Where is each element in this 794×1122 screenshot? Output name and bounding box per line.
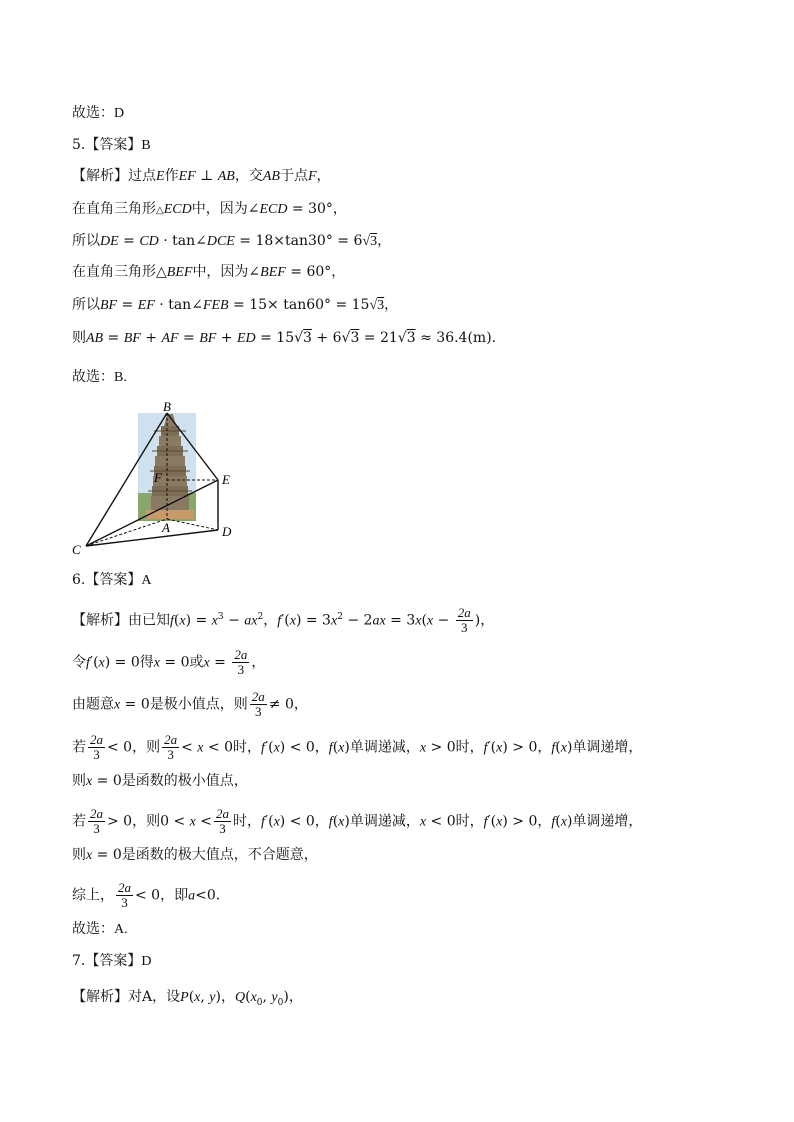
q6-step-5: 则x = 0是函数的极小值点，	[72, 773, 248, 789]
q6-step-2: 令f′(x) = 0得x = 0或x = $\frac{2a}{3}$ ，	[72, 647, 266, 677]
q6-step-7: 则x = 0是函数的极大值点，不合题意，	[72, 847, 318, 863]
label-C: C	[72, 542, 81, 557]
label-F: F	[154, 470, 162, 485]
q5-step-6: 则AB = BF + AF = BF + ED = 15√3 + 6√3 = 21√3 ≈ 36.4(m).	[72, 330, 497, 346]
q5-conclusion: 故选：B.	[72, 369, 127, 385]
pagoda-figure	[70, 398, 250, 558]
q5-step-4: 在直角三角形△BEF中，因为∠BEF = 60°，	[72, 264, 346, 280]
q7-step-1: 【解析】对A，设P(x, y)，$Q(x_0$, $y_0$)，	[72, 989, 303, 1008]
q6-step-8: 综上， $\frac{2a}{3}$ < 0，即a<0.	[72, 880, 221, 910]
label-E: E	[222, 472, 230, 487]
q6-step-3: 由题意x = 0是极小值点，则 $\frac{2a}{3}$ ≠ 0，	[72, 689, 308, 719]
answer-choice-4: 故选：D	[72, 105, 125, 121]
q7-answer: 7.【答案】D	[72, 953, 152, 969]
q5-step-1: 【解析】过点E作EF ⊥ AB，交AB于点F，	[72, 168, 331, 184]
q5-step-2: 在直角三角形△ECD中，因为∠ECD = 30°，	[72, 201, 347, 217]
q5-step-3: 所以DE = CD · tan∠DCE = 18×tan30° = 6√3，	[72, 233, 392, 249]
q6-step-4: 若 $\frac{2a}{3}$ < 0，则 $\frac{2a}{3}$ < x < 0时，f′(x) < 0，f(x)单调递减，x > 0时，f′(x) > 0，f(x)单调递增，	[72, 732, 643, 762]
label-A: A	[162, 520, 170, 535]
label-D: D	[222, 524, 232, 539]
q6-answer: 6.【答案】A	[72, 572, 152, 588]
geometry-diagram	[70, 398, 250, 558]
label-B: B	[163, 399, 171, 414]
q5-step-5: 所以BF = EF · tan∠FEB = 15× tan60° = 15√3，	[72, 297, 399, 313]
q6-conclusion: 故选：A.	[72, 921, 128, 937]
q5-answer: 5.【答案】B	[72, 137, 151, 153]
q6-step-1: 【解析】由已知$f(x) = x^3 - ax^2$，$f'(x) = 3x^2 - 2ax = 3x(x$ − $\frac{2a}{3}$ )，	[72, 605, 495, 635]
q6-step-6: 若 $\frac{2a}{3}$ > 0，则0 < x < $\frac{2a}{3}$ 时，f′(x) < 0，f(x)单调递减，x < 0时，f′(x) > 0，f(x)单调递增，	[72, 806, 643, 836]
